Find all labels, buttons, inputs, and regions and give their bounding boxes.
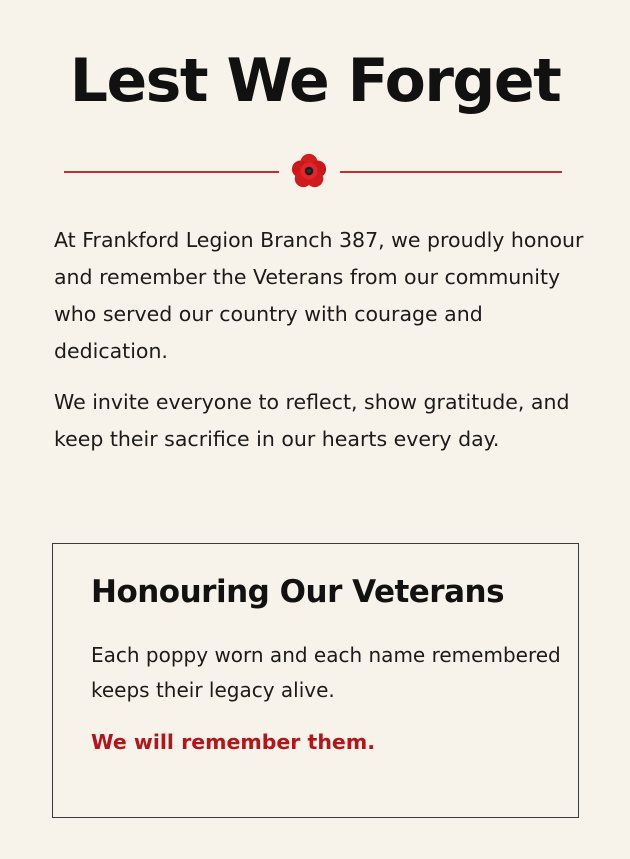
divider-line-right [340,171,562,173]
card-body: Each poppy worn and each name remembered keeps their legacy alive. [91,643,561,702]
page-title: Lest We Forget [69,46,561,116]
veterans-card [52,543,579,818]
divider-line-left [64,171,279,173]
intro-paragraph: We invite everyone to reflect, show gratitude, and keep their sacrifice in our hearts every day. [54,390,570,451]
intro-text [54,222,584,458]
card-tagline: We will remember them. [91,730,375,754]
poppy-icon [290,152,328,190]
card-heading: Honouring Our Veterans [91,574,505,610]
intro-paragraph: At Frankford Legion Branch 387, we proudly honour and remember the Veterans from our community who served our country with courage and dedication. [54,228,584,363]
